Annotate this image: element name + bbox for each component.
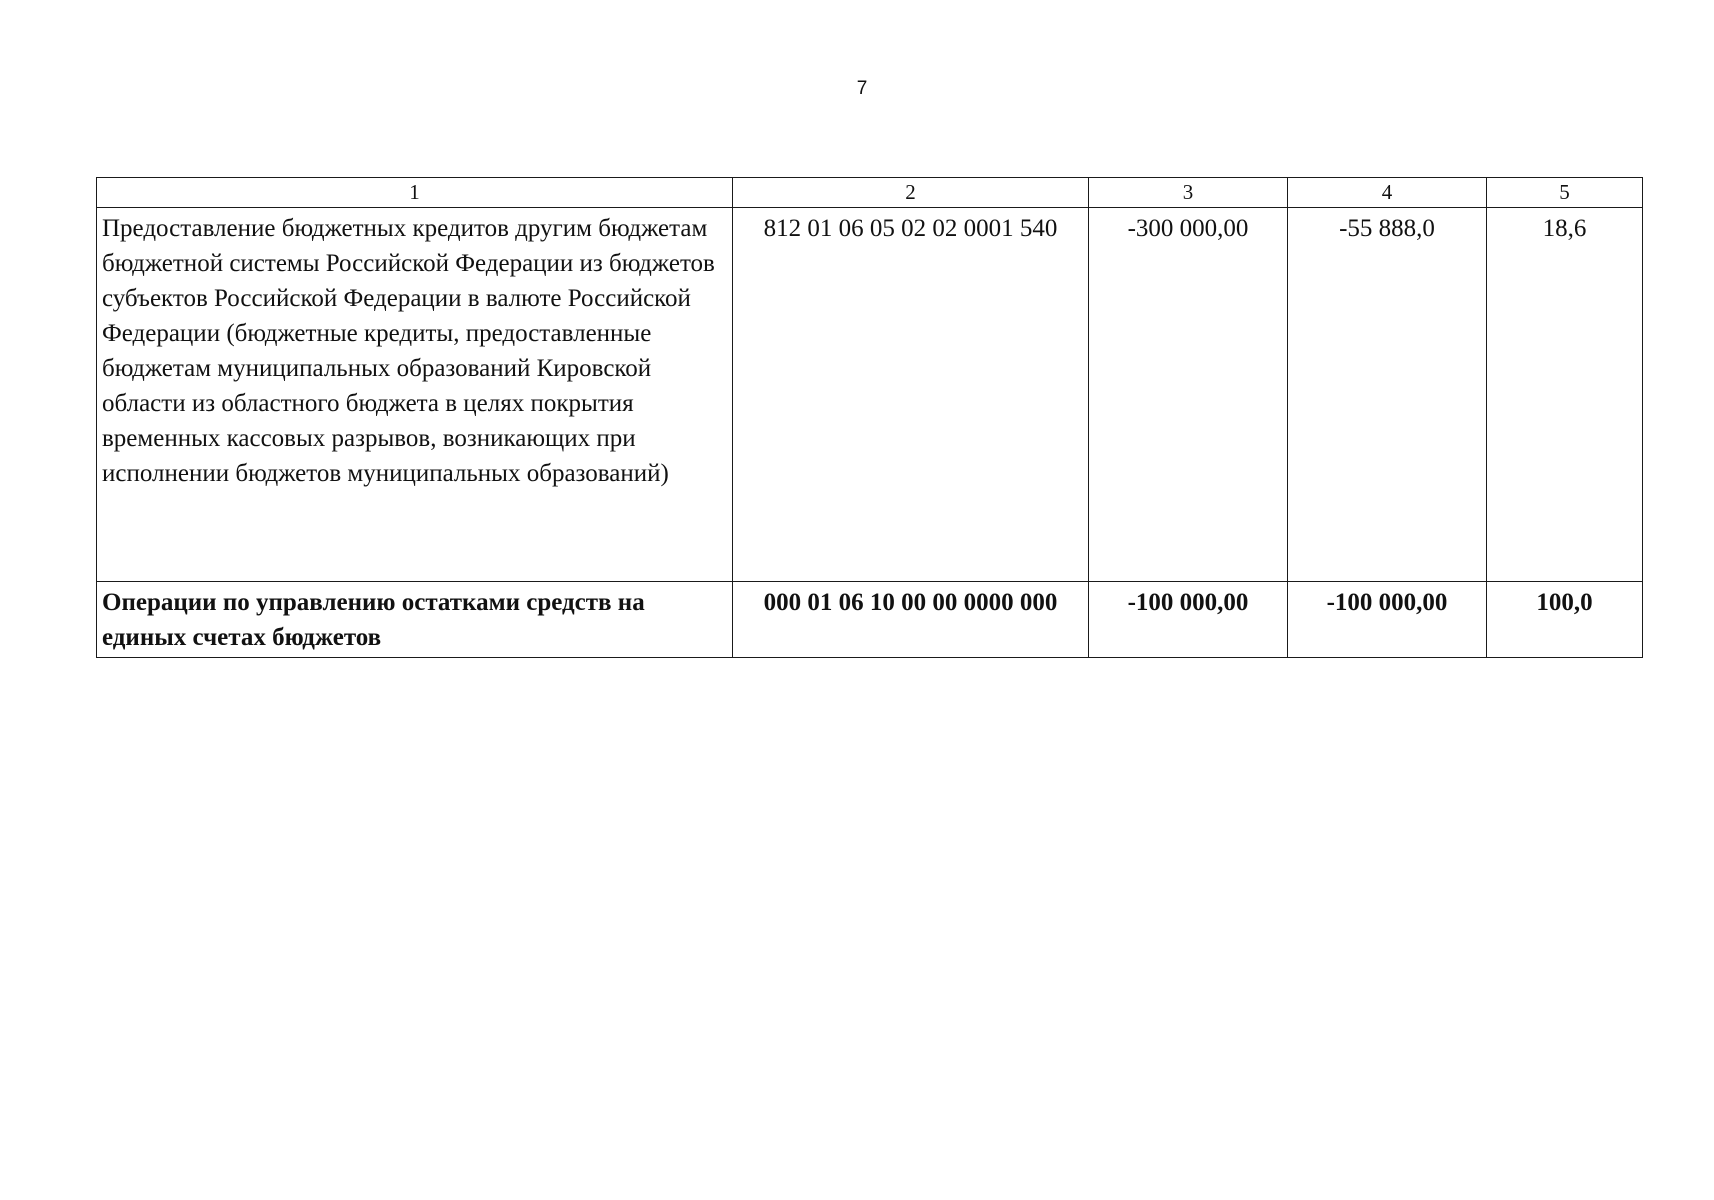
row-value-col4: -55 888,0 (1288, 208, 1487, 582)
budget-sources-table (96, 177, 1643, 658)
row-value-col5: 18,6 (1487, 208, 1643, 582)
row-name-cell: Операции по управлению остатками средств на единых счетах бюджетов (97, 582, 733, 658)
table-row (97, 582, 1643, 658)
row-value-col3: -100 000,00 (1089, 582, 1288, 658)
header-cell-2: 2 (733, 178, 1089, 208)
header-cell-3: 3 (1089, 178, 1288, 208)
row-value-col4: -100 000,00 (1288, 582, 1487, 658)
table-header-row (97, 178, 1643, 208)
header-cell-1: 1 (97, 178, 733, 208)
row-code-cell: 812 01 06 05 02 02 0001 540 (733, 208, 1089, 582)
row-value-col5: 100,0 (1487, 582, 1643, 658)
header-cell-5: 5 (1487, 178, 1643, 208)
table-row (97, 208, 1643, 582)
header-cell-4: 4 (1288, 178, 1487, 208)
row-code-cell: 000 01 06 10 00 00 0000 000 (733, 582, 1089, 658)
row-value-col3: -300 000,00 (1089, 208, 1288, 582)
row-name-cell: Предоставление бюджетных кредитов другим бюджетам бюджетной системы Российской Федерации из бюджетов субъектов Российской Федерации в валюте Российской Федерации (бюджетные кредиты, предоставленные бюджетам муниципальных образований Кировской области из областного бюджета в целях покрытия временных кассовых разрывов, возникающих при исполнении бюджетов муниципальных образований) (97, 208, 733, 582)
page-number: 7 (856, 78, 868, 99)
